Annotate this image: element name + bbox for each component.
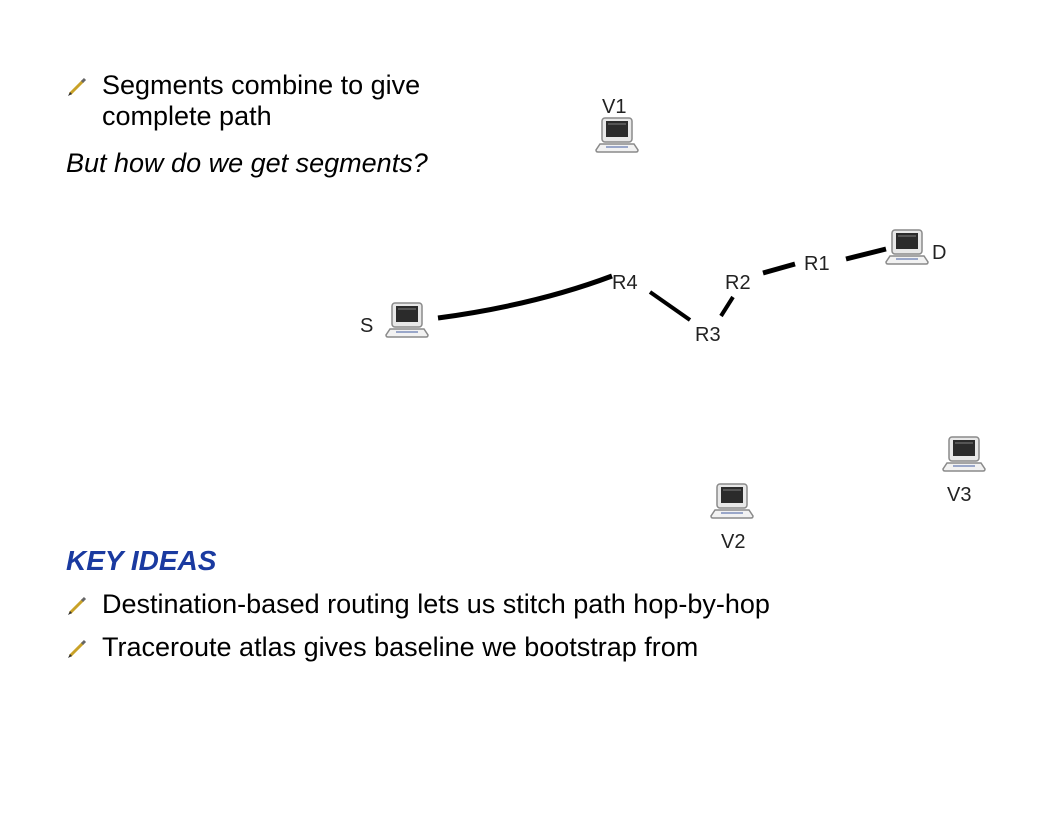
link-R1-D — [846, 249, 886, 259]
link-R2-R1 — [763, 264, 795, 273]
node-label-V2: V2 — [721, 531, 746, 553]
link-R4-R3 — [650, 292, 690, 320]
laptop-icon — [943, 437, 985, 471]
laptop-icon — [711, 484, 753, 518]
laptop-icon — [886, 230, 928, 264]
router-label-R3: R3 — [695, 324, 721, 346]
node-label-V3: V3 — [947, 484, 972, 506]
bullet-text: Segments combine to give complete path — [102, 70, 421, 131]
router-label-R1: R1 — [804, 253, 830, 275]
laptop-icon — [386, 303, 428, 337]
link-S-R4 — [438, 276, 612, 318]
router-label-R4: R4 — [612, 272, 638, 294]
node-label-S: S — [360, 315, 374, 337]
key-idea-text: Destination-based routing lets us stitch path hop-by-hop — [102, 589, 770, 619]
node-label-D: D — [932, 242, 947, 264]
question-text: But how do we get segments? — [66, 148, 428, 178]
key-idea-text: Traceroute atlas gives baseline we bootstrap from — [102, 632, 699, 662]
link-R3-R2 — [721, 297, 733, 316]
key-ideas-title: KEY IDEAS — [66, 545, 217, 576]
laptop-icon — [596, 118, 638, 152]
router-label-R2: R2 — [725, 272, 751, 294]
node-label-V1: V1 — [602, 96, 627, 118]
